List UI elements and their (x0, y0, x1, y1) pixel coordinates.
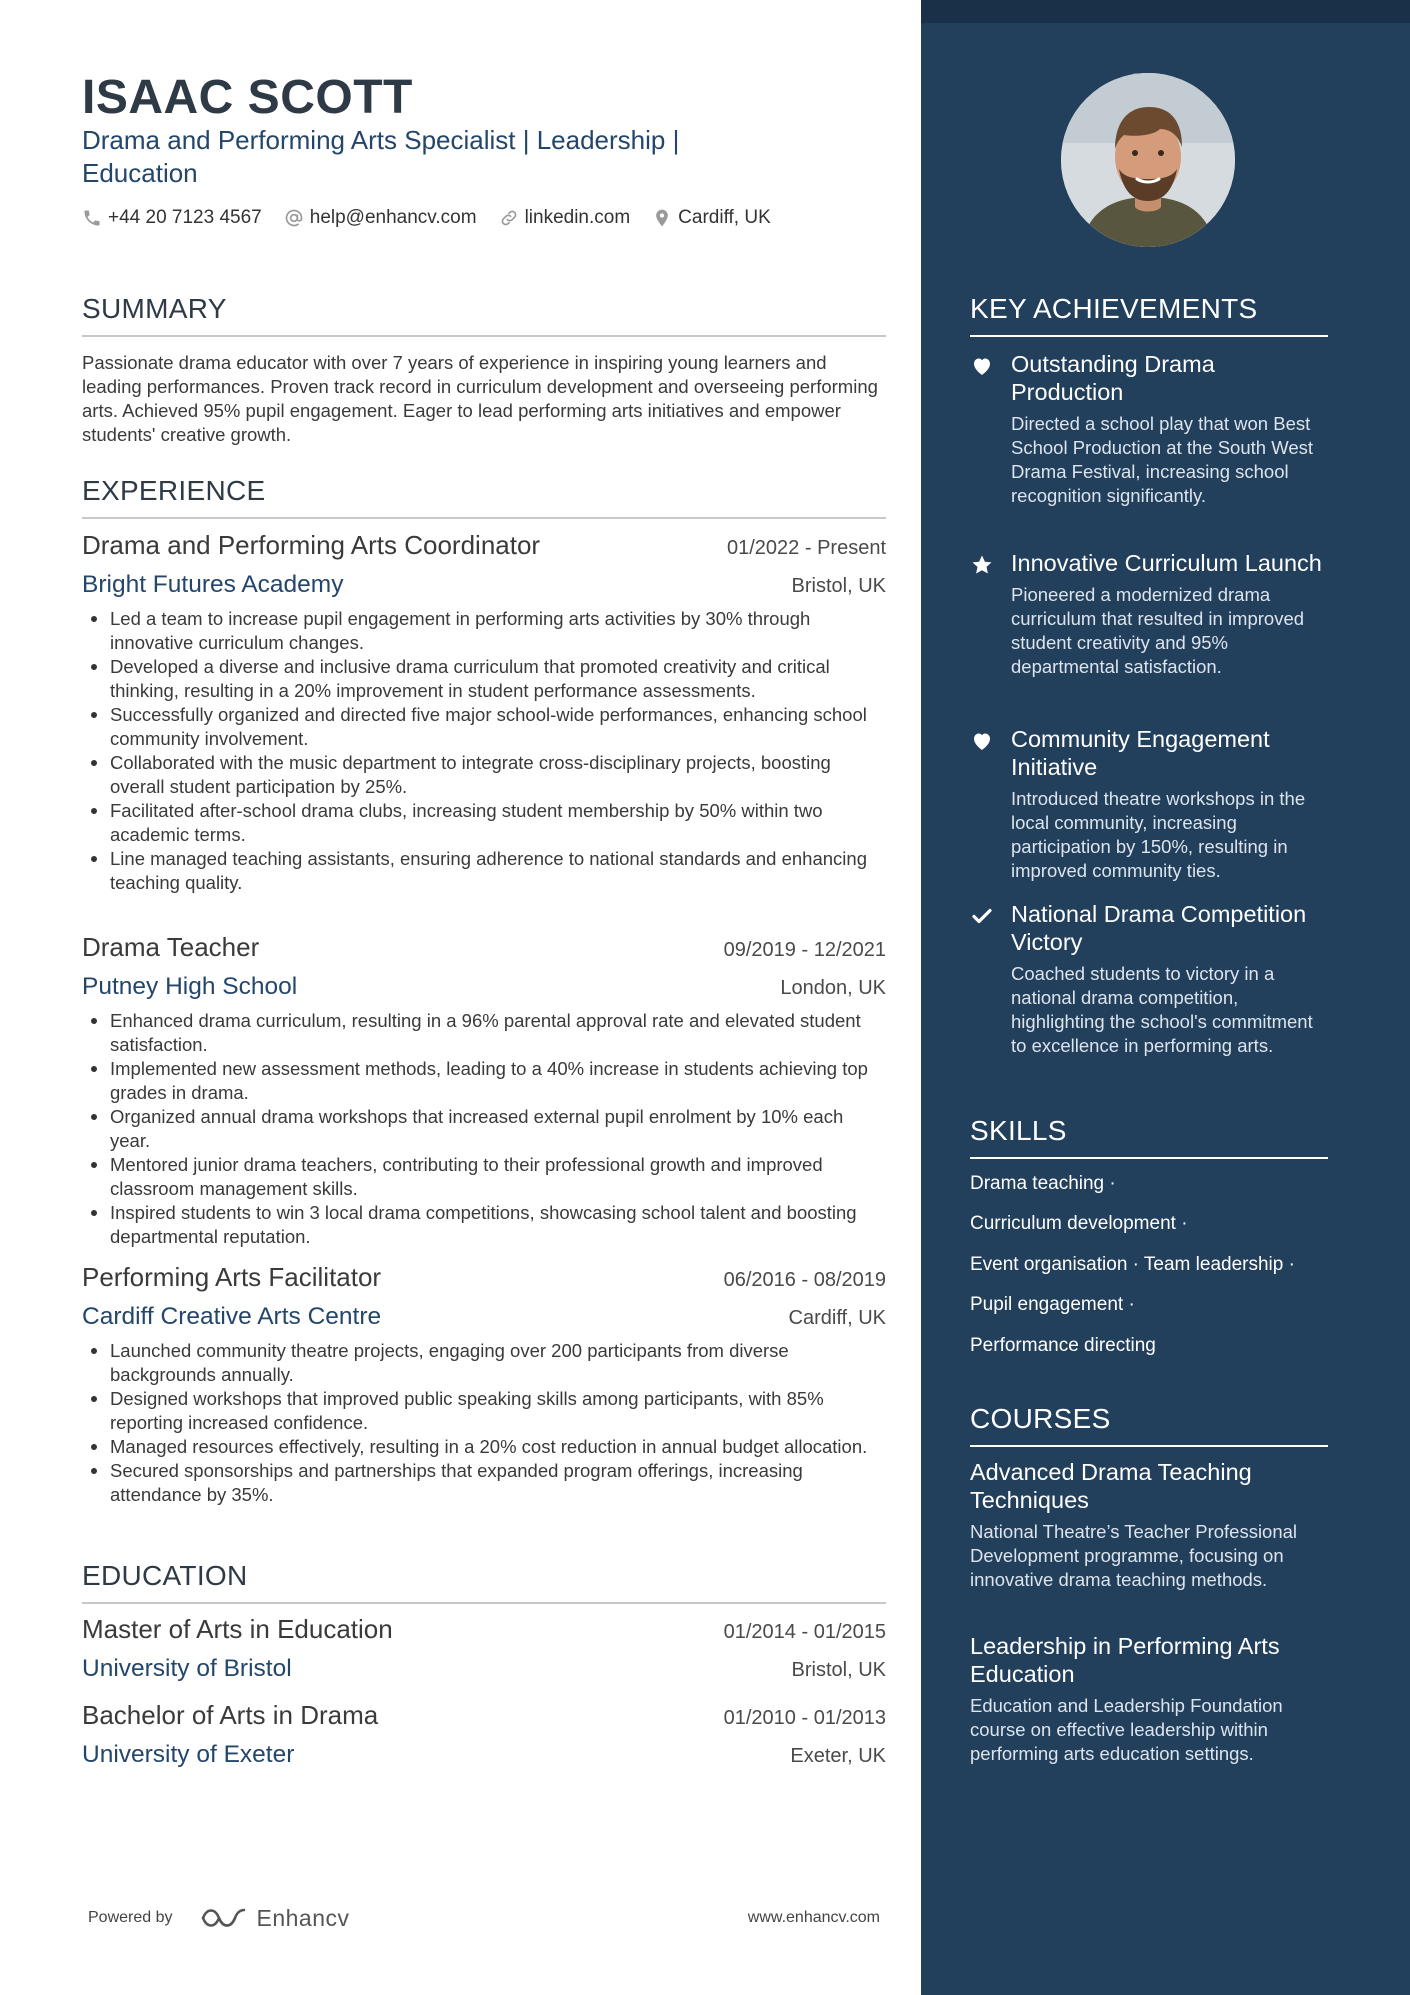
job-bullets (82, 607, 888, 895)
job-location: Cardiff, UK (788, 1307, 886, 1329)
bullet-item: Mentored junior drama teachers, contributing to their professional growth and improved classroom management skills. (82, 1153, 888, 1201)
bullet-item: Organized annual drama workshops that increased external pupil enrolment by 10% each year. (82, 1105, 888, 1153)
footer-url[interactable]: www.enhancv.com (747, 1909, 880, 1926)
bullet-item: Collaborated with the music department to integrate cross-disciplinary projects, boosting overall student participation by 25%. (82, 751, 888, 799)
courses-heading: COURSES (970, 1403, 1328, 1447)
course-item (970, 1458, 1335, 1592)
bullet-item: Facilitated after-school drama clubs, increasing student membership by 50% within two academic terms. (82, 799, 888, 847)
enhancv-logo-icon (199, 1905, 247, 1931)
bullet-item: Line managed teaching assistants, ensuring adherence to national standards and enhancing teaching quality. (82, 847, 888, 895)
job-header (82, 1262, 886, 1293)
bullet-item: Designed workshops that improved public speaking skills among participants, with 85% reporting increased confidence. (82, 1387, 888, 1435)
company-name: Cardiff Creative Arts Centre (82, 1303, 382, 1330)
headline-line: Education (82, 158, 198, 188)
bullet-item: Launched community theatre projects, engaging over 200 participants from diverse backgrounds annually. (82, 1339, 888, 1387)
location-pin-icon (652, 208, 672, 228)
at-icon (284, 208, 304, 228)
company-row (82, 571, 886, 599)
skill-row: Curriculum development · (970, 1213, 1188, 1234)
school-name: University of Exeter (82, 1741, 295, 1768)
heart-icon (970, 354, 994, 378)
education-heading: EDUCATION (82, 1560, 886, 1604)
school-row (82, 1741, 886, 1769)
achievement-item (970, 725, 1330, 883)
link-icon (499, 208, 519, 228)
course-item (970, 1632, 1335, 1766)
contact-linkedin[interactable] (499, 207, 631, 229)
education-header (82, 1700, 886, 1731)
check-icon (970, 904, 994, 928)
course-desc: Education and Leadership Foundation course on effective leadership within performing arts education settings. (970, 1695, 1283, 1764)
bullet-item: Successfully organized and directed five major school-wide performances, enhancing school community involvement. (82, 703, 888, 751)
achievement-item (970, 900, 1330, 1058)
skill-row: Event organisation · Team leadership · (970, 1254, 1295, 1275)
achievement-title: Innovative Curriculum Launch (1011, 550, 1322, 576)
job-location: Bristol, UK (791, 575, 886, 597)
course-desc: National Theatre’s Teacher Professional Development programme, focusing on innovative drama teaching methods. (970, 1521, 1298, 1590)
headline (82, 124, 802, 190)
achievements-heading: KEY ACHIEVEMENTS (970, 293, 1328, 337)
job-header (82, 932, 886, 963)
brand-name: Enhancv (256, 1904, 350, 1931)
heart-icon (970, 729, 994, 753)
location-text: Cardiff, UK (678, 207, 771, 228)
footer-left (88, 1905, 350, 1932)
job-bullets (82, 1009, 888, 1249)
skill-row: Pupil engagement · (970, 1294, 1135, 1315)
experience-heading: EXPERIENCE (82, 475, 886, 519)
phone-icon (82, 208, 102, 228)
star-icon (970, 553, 994, 577)
bullet-item: Inspired students to win 3 local drama competitions, showcasing school talent and boosting departmental reputation. (82, 1201, 888, 1249)
achievement-title: Community Engagement Initiative (1011, 726, 1270, 780)
education-header (82, 1614, 886, 1645)
footer (88, 1898, 880, 1938)
school-row (82, 1655, 886, 1683)
skill-row: Drama teaching · (970, 1173, 1116, 1194)
contact-bar (82, 204, 793, 232)
achievement-item (970, 350, 1330, 508)
company-name: Putney High School (82, 973, 298, 1000)
school-location: Exeter, UK (790, 1745, 886, 1767)
achievement-desc: Coached students to victory in a national drama competition, highlighting the school's commitment to excellence in performing arts. (1011, 963, 1313, 1056)
job-dates: 01/2022 - Present (727, 537, 886, 559)
course-title: Leadership in Performing Arts Education (970, 1633, 1280, 1687)
bullet-item: Implemented new assessment methods, leading to a 40% increase in students achieving top grades in drama. (82, 1057, 888, 1105)
achievement-title: Outstanding Drama Production (1011, 351, 1215, 405)
job-title: Drama and Performing Arts Coordinator (82, 530, 541, 560)
powered-by-label: Powered by (88, 1909, 173, 1926)
sidebar-top-bar (921, 0, 1410, 23)
contact-phone[interactable] (82, 207, 262, 229)
education-dates: 01/2014 - 01/2015 (723, 1621, 886, 1643)
education-dates: 01/2010 - 01/2013 (723, 1707, 886, 1729)
contact-location (652, 207, 771, 229)
job-header (82, 530, 886, 561)
job-title: Performing Arts Facilitator (82, 1262, 382, 1292)
skill-row: Performance directing (970, 1335, 1156, 1356)
degree-title: Master of Arts in Education (82, 1614, 393, 1644)
summary-text: Passionate drama educator with over 7 years of experience in inspiring young learners and leading performances. Proven track record in curriculum development and overseeing performing arts. Achieved 95% pupil engagement. Eager to lead performing arts initiatives and empower students' creative growth. (82, 352, 878, 445)
course-title: Advanced Drama Teaching Techniques (970, 1459, 1252, 1513)
bullet-item: Enhanced drama curriculum, resulting in a 96% parental approval rate and elevated student satisfaction. (82, 1009, 888, 1057)
headline-line: Drama and Performing Arts Specialist | Leadership | (82, 125, 680, 155)
bullet-item: Developed a diverse and inclusive drama curriculum that promoted creativity and critical thinking, resulting in a 20% improvement in student performance assessments. (82, 655, 888, 703)
job-dates: 09/2019 - 12/2021 (723, 939, 886, 961)
job-location: London, UK (780, 977, 886, 999)
school-name: University of Bristol (82, 1655, 292, 1682)
skills-heading: SKILLS (970, 1115, 1328, 1159)
linkedin-text: linkedin.com (524, 207, 631, 228)
job-dates: 06/2016 - 08/2019 (723, 1269, 886, 1291)
job-title: Drama Teacher (82, 932, 260, 962)
school-location: Bristol, UK (791, 1659, 886, 1681)
achievement-desc: Directed a school play that won Best School Production at the South West Drama Festival, increasing school recognition significantly. (1011, 413, 1314, 506)
job-bullets (82, 1339, 888, 1507)
achievement-desc: Introduced theatre workshops in the local community, increasing participation by 150%, resulting in improved community ties. (1011, 788, 1306, 881)
profile-photo (1061, 73, 1235, 247)
candidate-name: ISAAC SCOTT (82, 71, 413, 124)
email-text: help@enhancv.com (309, 207, 477, 228)
contact-email[interactable] (284, 207, 477, 229)
achievement-desc: Pioneered a modernized drama curriculum that resulted in improved student creativity and 95% departmental satisfaction. (1011, 584, 1305, 677)
achievement-item (970, 549, 1330, 679)
summary-heading: SUMMARY (82, 293, 886, 337)
company-row (82, 1303, 886, 1331)
enhancv-logo[interactable] (199, 1905, 350, 1932)
achievement-title: National Drama Competition Victory (1011, 901, 1307, 955)
degree-title: Bachelor of Arts in Drama (82, 1700, 379, 1730)
avatar-icon (1061, 73, 1235, 247)
company-row (82, 973, 886, 1001)
bullet-item: Led a team to increase pupil engagement in performing arts activities by 30% through innovative curriculum changes. (82, 607, 888, 655)
bullet-item: Secured sponsorships and partnerships that expanded program offerings, increasing attendance by 35%. (82, 1459, 888, 1507)
company-name: Bright Futures Academy (82, 571, 344, 598)
phone-text: +44 20 7123 4567 (108, 207, 262, 228)
bullet-item: Managed resources effectively, resulting in a 20% cost reduction in annual budget allocation. (82, 1435, 888, 1459)
